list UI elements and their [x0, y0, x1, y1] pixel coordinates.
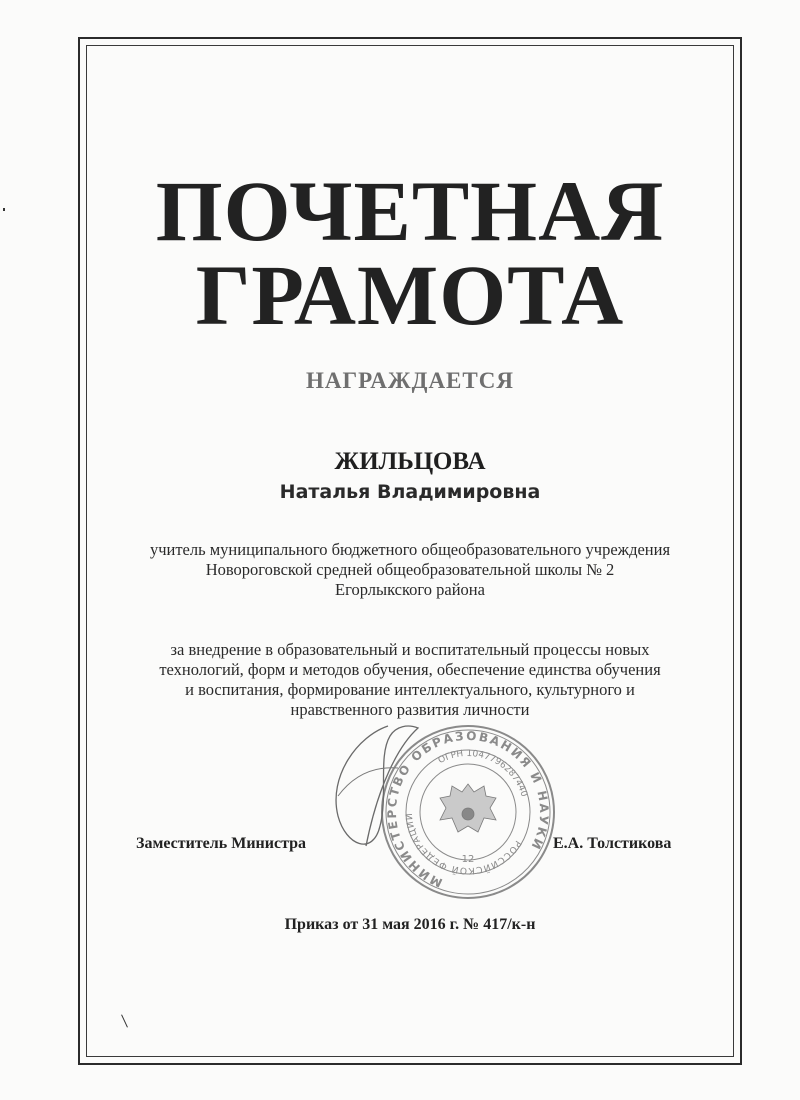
position-line: учитель муниципального бюджетного общеобразовательного учреждения — [149, 540, 671, 559]
scan-speck — [3, 208, 5, 211]
position-line: Новороговской средней общеобразовательной школы № 2 — [205, 560, 615, 579]
stamp-inner-text: РОССИЙСКОЙ ФЕДЕРАЦИИ — [404, 811, 523, 876]
awarded-label: НАГРАЖДАЕТСЯ — [306, 368, 514, 393]
award-reason — [96, 640, 724, 720]
recipient-given-name: Наталья Владимировна — [279, 481, 541, 503]
reason-line: технологий, форм и методов обучения, обеспечение единства обучения — [159, 660, 661, 679]
reason-line: за внедрение в образовательный и воспитательный процессы новых — [170, 640, 650, 659]
eagle-emblem-icon — [440, 784, 496, 832]
signatory-name: Е.А. Толстикова — [553, 835, 672, 852]
stamp-outer-text: МИНИСТЕРСТВО ОБРАЗОВАНИЯ И НАУКИ — [384, 728, 552, 890]
position-line: Егорлыкского района — [335, 580, 485, 599]
stamp-number: 12 — [461, 854, 475, 865]
recipient-position — [96, 540, 724, 600]
reason-line: нравственного развития личности — [290, 700, 530, 719]
reason-line: и воспитания, формирование интеллектуального, культурного и — [185, 680, 635, 699]
stamp-ogrn-text: ОГРН 1047796287440 — [436, 748, 529, 799]
signatory-title: Заместитель Министра — [136, 835, 307, 852]
handwritten-signature — [318, 716, 438, 866]
recipient-surname: ЖИЛЬЦОВА — [334, 448, 486, 475]
certificate-title-line1: ПОЧЕТНАЯ — [155, 163, 665, 259]
order-reference: Приказ от 31 мая 2016 г. № 417/к-н — [284, 916, 536, 933]
certificate-title-line2: ГРАМОТА — [195, 247, 625, 343]
